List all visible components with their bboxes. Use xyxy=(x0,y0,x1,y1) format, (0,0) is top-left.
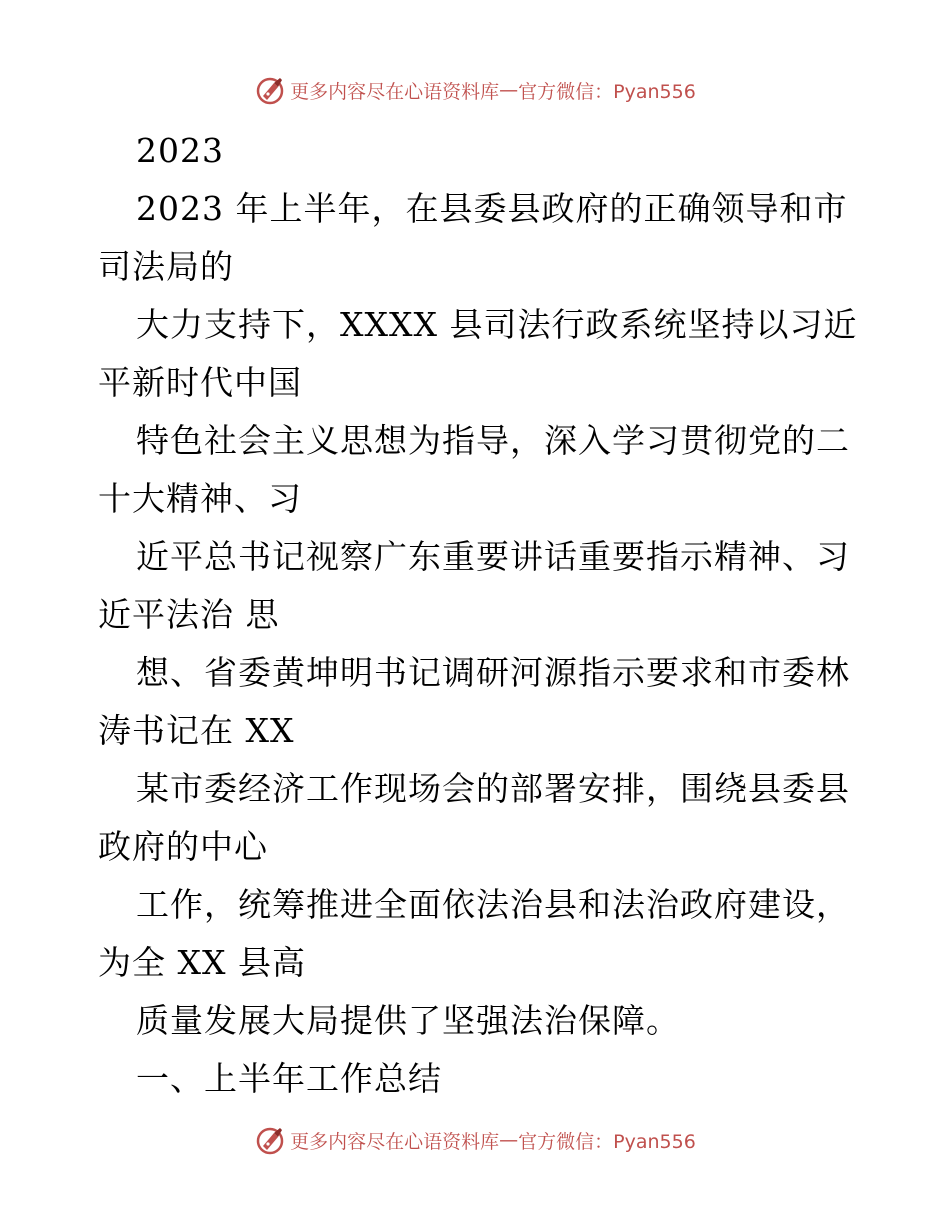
section-heading: 一、上半年工作总结 xyxy=(136,1059,442,1098)
doc-line: 2023 年上半年，在县委县政府的正确领导和市 xyxy=(136,189,848,228)
doc-line: 质量发展大局提供了坚强法治保障。 xyxy=(136,1001,680,1040)
banner-wechat-text: 官方微信：Pyan556 xyxy=(518,80,696,103)
banner-separator: — xyxy=(499,1129,519,1151)
doc-line: 某市委经济工作现场会的部署安排，围绕县委县 xyxy=(136,769,850,808)
doc-line: 工作，统筹推进全面依法治县和法治政府建设， xyxy=(136,885,850,924)
doc-line: 大力支持下，XXXX 县司法行政系统坚持以习近 xyxy=(136,305,858,344)
document-body xyxy=(98,122,858,1108)
footer-watermark-banner xyxy=(0,1120,950,1160)
doc-line: 政府的中心 xyxy=(98,827,268,866)
header-watermark-banner xyxy=(0,70,950,110)
doc-line: 为全 XX 县高 xyxy=(98,943,306,982)
banner-separator: — xyxy=(499,79,519,101)
doc-line: 十大精神、习 xyxy=(98,479,302,518)
doc-line: 涛书记在 XX xyxy=(98,711,295,750)
doc-line: 近平总书记视察广东重要讲话重要指示精神、习 xyxy=(136,537,850,576)
pen-nib-logo-icon xyxy=(254,1124,286,1156)
banner-library-text: 更多内容尽在心语资料库 xyxy=(290,80,500,103)
banner-wechat-text: 官方微信：Pyan556 xyxy=(518,1130,696,1153)
doc-line: 近平法治 思 xyxy=(98,595,280,634)
banner-library-text: 更多内容尽在心语资料库 xyxy=(290,1130,500,1153)
doc-line: 想、省委黄坤明书记调研河源指示要求和市委林 xyxy=(136,653,850,692)
pen-nib-logo-icon xyxy=(254,74,286,106)
doc-line: 2023 xyxy=(136,131,224,170)
doc-line: 特色社会主义思想为指导，深入学习贯彻党的二 xyxy=(136,421,850,460)
doc-line: 平新时代中国 xyxy=(98,363,302,402)
doc-line: 司法局的 xyxy=(98,247,234,286)
